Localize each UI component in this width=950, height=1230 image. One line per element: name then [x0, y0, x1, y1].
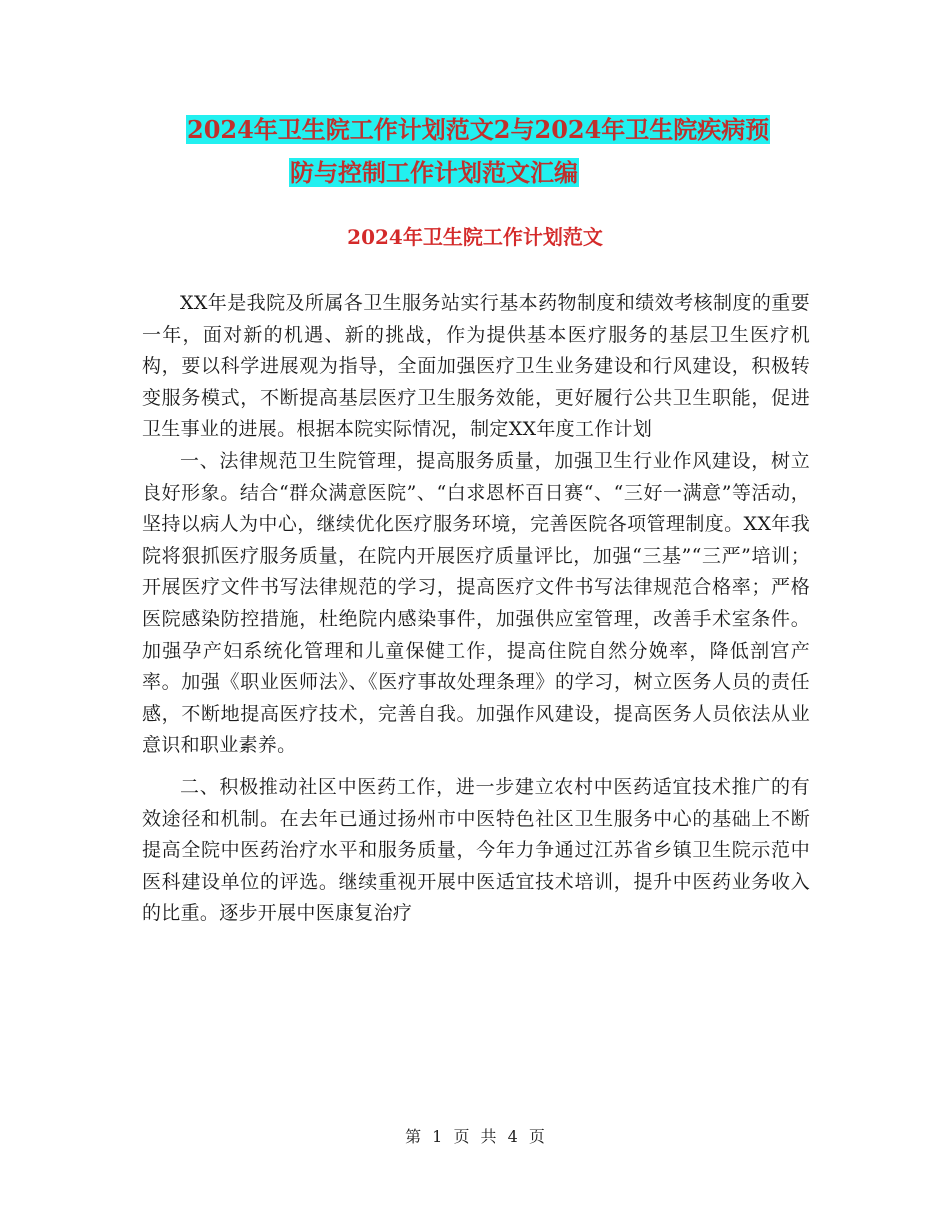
paragraph-intro: XX年是我院及所属各卫生服务站实行基本药物制度和绩效考核制度的重要一年，面对新的机遇、新的挑战，作为提供基本医疗服务的基层卫生医疗机构，要以科学进展观为指导，全面加强医疗卫生业务建设和行风建设，积极转变服务模式，不断提高基层医疗卫生服务效能，更好履行公共卫生职能，促进卫生事业的进展。根据本院实际情况，制定XX年度工作计划: [142, 292, 810, 441]
page-footer: 第 1 页 共 4 页: [405, 1127, 545, 1146]
document-title-line-1-text: 2024年卫生院工作计划范文2与2024年卫生院疾病预: [187, 115, 770, 144]
paragraph-section-1: 一、法律规范卫生院管理，提高服务质量，加强卫生行业作风建设，树立良好形象。结合“群众满意医院”、“白求恩杯百日赛“、“三好一满意”等活动，坚持以病人为中心，继续优化医疗服务环境，完善医院各项管理制度。XX年我院将狠抓医疗服务质量，在院内开展医疗质量评比，加强“三基”“三严”培训；开展医疗文件书写法律规范的学习，提高医疗文件书写法律规范合格率；严格医院感染防控措施，杜绝院内感染事件，加强供应室管理，改善手术室条件。加强孕产妇系统化管理和儿童保健工作，提高住院自然分娩率，降低剖宫产率。加强《职业医师法》、《医疗事故处理条理》的学习，树立医务人员的责任感，不断地提高医疗技术，完善自我。加强作风建设，提高医务人员依法从业意识和职业素养。: [142, 449, 810, 757]
paragraph-section-2: 二、积极推动社区中医药工作，进一步建立农村中医药适宜技术推广的有效途径和机制。在去年已通过扬州市中医特色社区卫生服务中心的基础上不断提高全院中医药治疗水平和服务质量，今年力争通过江苏省乡镇卫生院示范中医科建设单位的评选。继续重视开展中医适宜技术培训，提升中医药业务收入的比重。逐步开展中医康复治疗: [142, 775, 810, 925]
document-title-line-2-text: 防与控制工作计划范文汇编: [290, 158, 578, 187]
document-title-line-2: [289, 156, 579, 190]
section-title: 2024年卫生院工作计划范文: [347, 225, 603, 249]
document-body: [142, 288, 810, 930]
document-title-line-1: [186, 113, 770, 147]
